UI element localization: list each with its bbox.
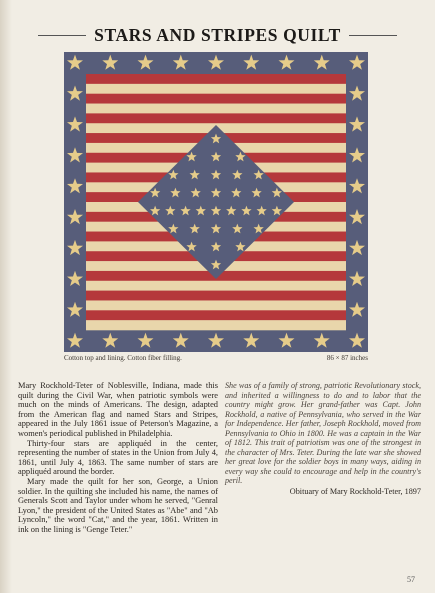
quilt-stripe <box>86 310 346 320</box>
body-text-column <box>18 381 218 535</box>
quilt-stripe <box>86 300 346 310</box>
body-paragraph: Mary made the quilt for her son, George, a Union soldier. In the quilting she included his name, the names of Generals Scott and Taylor under whom he served, "Genral Lyon," the president of the United States as "Abe" and "Ab Lyncoln," the word "Cat," and the year, 1861. Written in ink on the lining is "Genge Teter." <box>18 476 218 534</box>
caption-dimensions: 86 × 87 inches <box>326 354 368 362</box>
figure-caption <box>64 354 368 366</box>
page-edge-shadow <box>0 0 12 593</box>
page-number: 57 <box>407 575 415 584</box>
quilt-illustration <box>64 52 368 352</box>
quilt-stripe <box>86 104 346 114</box>
quilt-stripe <box>86 74 346 84</box>
quilt-stripe <box>86 94 346 104</box>
quilt-stripe <box>86 320 346 330</box>
quilt-stripe <box>86 291 346 301</box>
quote-column <box>225 381 421 496</box>
quilt-photo <box>64 52 368 352</box>
quilt-stripe <box>86 113 346 123</box>
page-title: STARS AND STRIPES QUILT <box>94 24 341 45</box>
quilt-stripe <box>86 281 346 291</box>
body-paragraph: Mary Rockhold-Teter of Noblesville, Indiana, made this quilt during the Civil War, when patriotic symbols were much on the minds of Americans. The design, adapted from the American flag and named Stars and Stripes, appeared in the July 1861 issue of Peterson's Magazine, a women's periodical published in Philadelphia. <box>18 381 218 438</box>
title-rule-left <box>38 35 86 36</box>
body-paragraph: Thirty-four stars are appliquéd in the center, representing the number of states in the Union from July 4, 1861, until July 4, 1863. The same number of stars are appliquéd around the border. <box>18 438 218 477</box>
obituary-quote: She was of a family of strong, patriotic Revolutionary stock, and inherited a willingness to do and to labor that the country might grow. Her grand-father was Capt. John Rockhold, a native of Pennsylvania, who served in the War for Independence. Her father, Joseph Rockhold, moved from Pennsylvania to Ohio in 1800. He was a captain in the War of 1812. This trait of patriotism was one of the strongest in the character of Mrs. Teter. During the late war she showed her great love for the soldier boys in many ways, aiding in every way she could to encourage and help in the country's peril. <box>225 381 421 485</box>
title-row <box>30 22 405 48</box>
quote-source: Obituary of Mary Rockhold-Teter, 1897 <box>289 486 421 496</box>
quilt-stripe <box>86 84 346 94</box>
title-rule-right <box>349 35 397 36</box>
caption-materials: Cotton top and lining. Cotton fiber filling. <box>64 354 182 362</box>
